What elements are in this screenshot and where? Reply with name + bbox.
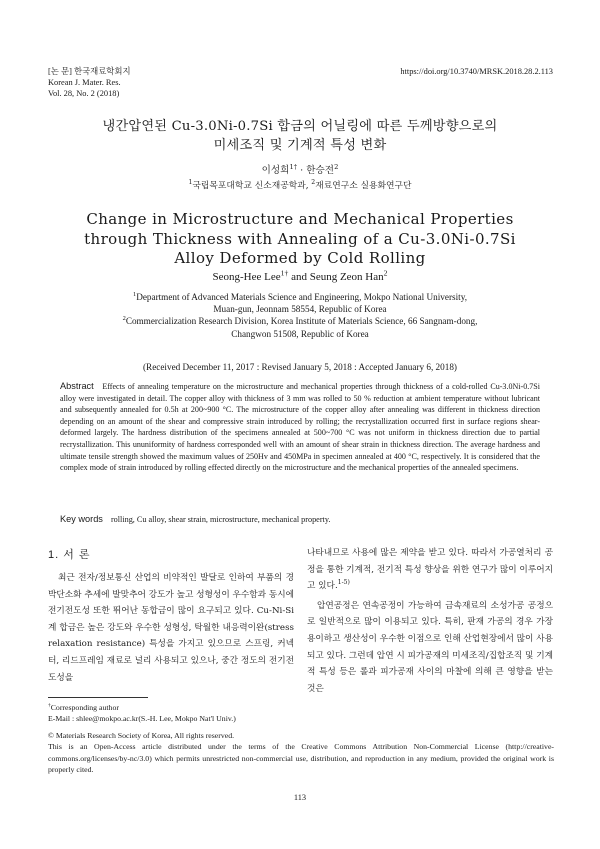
title-english-line1: Change in Microstructure and Mechanical Properties	[86, 210, 514, 228]
corresponding-text: Corresponding author	[50, 703, 119, 712]
author2-english: Seung Zeon Han	[309, 271, 384, 283]
aff1-sup: 1	[132, 290, 137, 298]
title-korean-line2: 미세조직 및 기계적 특성 변화	[213, 138, 387, 153]
journal-category: [논 문] 한국재료학회지	[48, 67, 131, 76]
body-right-paragraph1	[307, 545, 553, 595]
abstract-text: Effects of annealing temperature on the microstructure and mechanical properties through thickness of a cold-rolled Cu-3.0Ni-0.7Si alloy were investigated in detail. The copper alloy with thickness of 3 mm was rolled to 50 % reduction at ambient temperature without lubricant and subsequently annealed for 0.5h at 200~900 °C. The microstructure of the copper alloy after annealing was different in thickness direction depending on an amount of the shear and compressive strain introduced by rolling; the recrystallization occurred first in surface regions shear-deformed largely. The hardness distribution of the specimens annealed at 500~700 °C was not uniform in thickness direction due to partial recrystallization. This ununiformity of hardness corresponded well with an amount of shear strain in thickness direction. The average hardness and ultimate tensile strength showed the maximum values of 250Hv and 450MPa in specimen annealed at 400 °C, respectively. It is considered that the complex mode of strain introduced by rolling effected directly on the microstructure and the mechanical properties of the annealed specimens.	[60, 382, 540, 473]
author-separator: ·	[297, 165, 307, 176]
keywords	[60, 513, 540, 526]
author-separator-english: and	[288, 271, 310, 283]
aff1-line2: Muan-gun, Jeonnam 58554, Republic of Korea	[213, 304, 387, 315]
author1-korean-sup: 1†	[289, 162, 298, 171]
affiliations-korean	[40, 180, 560, 192]
email-note: E-Mail : shlee@mokpo.ac.kr(S.-H. Lee, Mokpo Nat'l Univ.)	[48, 714, 236, 724]
aff1-korean: 국립목포대학교 신소재공학과,	[192, 181, 312, 191]
title-english-line3: Alloy Deformed by Cold Rolling	[174, 249, 426, 267]
title-korean-line1: 냉간압연된 Cu-3.0Ni-0.7Si 합금의 어닐링에 따른 두께방향으로의	[102, 119, 498, 134]
footnotes	[48, 702, 554, 775]
doi-link[interactable]: https://doi.org/10.3740/MRSK.2018.28.2.113	[400, 67, 553, 76]
body-right-paragraph2: 압연공정은 연속공정이 가능하여 금속재료의 소성가공 공정으로 일반적으로 많이 이용되고 있다. 특히, 판재 가공의 경우 가장 용이하고 생산성이 우수한 이점으로 인해 산업현장에서 많이 사용되고 있다. 그런데 압연 시 피가공재의 미세조직/집합조직 및 기계적 특성 등은 롤과 피가공재 사이의 마찰에 의해 큰 영향을 받는 것은	[307, 600, 553, 694]
keywords-text: rolling, Cu alloy, shear strain, microstructure, mechanical property.	[110, 515, 331, 524]
affiliations-english	[60, 291, 540, 340]
author2-korean: 한승전	[306, 165, 335, 176]
journal-header	[48, 66, 131, 99]
license-note: This is an Open-Access article distributed under the terms of the Creative Commons Attribution Non-Commercial License (http://creative-commons.org/licenses/by-nc/3.0) which permits unrestricted non-commercial use, distribution, and reproduction in any medium, provided the original work is properly cited.	[48, 742, 554, 775]
authors-korean	[40, 164, 560, 177]
author2-english-sup: 2	[383, 268, 388, 278]
page-number: 113	[293, 793, 307, 802]
footnote-rule	[48, 697, 148, 698]
aff1-korean-sup: 1	[188, 179, 193, 187]
author1-english-sup: 1†	[280, 268, 289, 278]
author1-korean: 이성희	[261, 165, 290, 176]
journal-volume: Vol. 28, No. 2 (2018)	[48, 89, 120, 98]
corresponding-note	[48, 702, 554, 713]
keywords-label: Key words	[60, 514, 103, 524]
aff2-sup: 2	[122, 315, 126, 323]
body-left-column: 최근 전자/정보통신 산업의 비약적인 발달로 인하여 부품의 경박단소화 추세에 발맞추어 강도가 높고 성형성이 우수함과 동시에 전기전도성 또한 뛰어난 동합금이 많이 요구되고 있다. Cu-Ni-Si계 합금은 높은 강도와 우수한 성형성, 탁월한 내응력이완(stress relaxation resistance) 특성을 가지고 있으므로 스프링, 커넥터, 리드프레임 재료로 널리 사용되고 있으나, 중간 정도의 전기전도성을	[48, 573, 294, 683]
aff2-line2: Changwon 51508, Republic of Korea	[231, 328, 369, 339]
authors-english	[40, 270, 560, 284]
section-heading-introduction: 1. 서 론	[48, 549, 91, 561]
corresponding-sup: †	[48, 702, 51, 709]
aff2-korean-sup: 2	[311, 179, 316, 187]
aff1-line1: Department of Advanced Materials Science and Engineering, Mokpo National University,	[136, 292, 468, 302]
affiliation1	[60, 291, 540, 303]
body-right-paragraph1-text: 나타내므로 사용에 많은 제약을 받고 있다. 따라서 가공열처리 공정을 통한 기계적, 전기적 특성 향상을 위한 연구가 많이 이루어지고 있다.	[307, 548, 553, 592]
affiliation2	[60, 315, 540, 327]
copyright-note: © Materials Research Society of Korea, All rights reserved.	[48, 730, 235, 740]
citation-ref: 1-5)	[337, 579, 350, 587]
received-dates: (Received December 11, 2017 : Revised January 5, 2018 : Accepted January 6, 2018)	[143, 362, 457, 372]
abstract-label: Abstract	[60, 381, 94, 391]
author1-english: Seong-Hee Lee	[212, 271, 281, 283]
title-english-line2: through Thickness with Annealing of a Cu-3.0Ni-0.7Si	[84, 230, 516, 248]
author2-korean-sup: 2	[334, 162, 339, 171]
aff2-line1: Commercialization Research Division, Korea Institute of Materials Science, 66 Sangnam-dong,	[125, 316, 478, 327]
body-right-column	[307, 545, 553, 697]
abstract	[60, 381, 540, 474]
aff2-korean: 재료연구소 실용화연구단	[315, 181, 412, 191]
journal-name: Korean J. Mater. Res.	[48, 78, 121, 87]
